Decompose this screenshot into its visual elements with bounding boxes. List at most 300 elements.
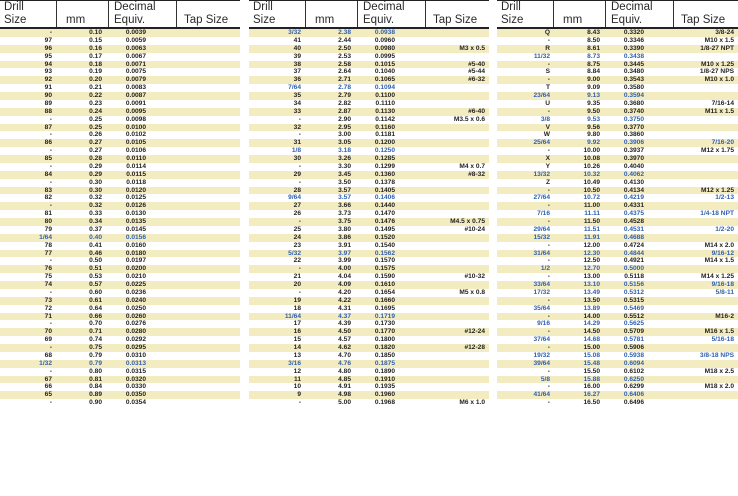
table-row — [249, 234, 489, 242]
header-mm: mm — [66, 14, 86, 26]
table-row — [0, 218, 240, 226]
decimal-cell: 0.0095 — [125, 107, 146, 115]
mm-cell: 3.00 — [338, 131, 351, 139]
drill-size-cell: 76 — [44, 265, 52, 273]
decimal-cell: 0.5000 — [623, 265, 644, 273]
decimal-cell: 0.5625 — [623, 320, 644, 328]
decimal-cell: 0.0071 — [125, 60, 146, 68]
decimal-cell: 0.0126 — [125, 202, 146, 210]
drill-size-cell: - — [298, 288, 301, 296]
column-divider — [108, 0, 109, 28]
mm-cell: 4.22 — [338, 296, 351, 304]
drill-size-cell: 65 — [44, 391, 52, 399]
decimal-cell: 0.0197 — [125, 257, 146, 265]
drill-size-cell: 37 — [293, 68, 301, 76]
mm-cell: 3.66 — [338, 202, 351, 210]
mm-cell: 4.62 — [338, 344, 351, 351]
decimal-cell: 0.0200 — [125, 265, 146, 273]
table-row — [0, 53, 240, 61]
drill-size-cell: 7/64 — [288, 84, 301, 92]
table-row — [497, 100, 738, 108]
mm-cell: 0.32 — [89, 202, 102, 210]
drill-size-cell: 86 — [44, 139, 52, 147]
table-row — [249, 289, 489, 297]
table-row — [497, 210, 738, 218]
mm-cell: 0.27 — [89, 139, 102, 147]
header-mm: mm — [563, 14, 583, 26]
table-row — [249, 37, 489, 45]
table-row — [0, 202, 240, 210]
drill-size-cell: - — [547, 218, 550, 225]
mm-cell: 0.46 — [89, 249, 102, 257]
mm-cell: 13.10 — [583, 281, 600, 288]
mm-cell: 14.00 — [583, 312, 600, 320]
mm-cell: 0.61 — [89, 296, 102, 304]
table-row — [249, 320, 489, 328]
table-row — [497, 187, 738, 195]
drill-size-cell: 17/32 — [533, 288, 550, 296]
drill-size-cell: 73 — [44, 296, 52, 304]
mm-cell: 3.45 — [338, 170, 351, 178]
table-row — [249, 68, 489, 76]
tap-size-cell: 1/4-18 NPT — [700, 210, 734, 218]
table-row — [497, 37, 738, 45]
table-row — [249, 53, 489, 61]
table-row — [0, 376, 240, 384]
mm-cell: 4.37 — [338, 312, 351, 320]
decimal-cell: 0.1250 — [374, 147, 395, 155]
column-divider — [176, 0, 177, 28]
mm-cell: 4.98 — [338, 391, 351, 399]
table-row — [497, 242, 738, 250]
table-row — [249, 155, 489, 163]
decimal-cell: 0.0276 — [125, 320, 146, 328]
mm-cell: 11.00 — [583, 202, 600, 210]
table-row — [497, 139, 738, 147]
table-row — [249, 45, 489, 53]
drill-size-cell: - — [298, 178, 301, 186]
mm-cell: 13.00 — [583, 273, 600, 281]
table-row — [249, 336, 489, 344]
table-header — [249, 0, 489, 28]
decimal-cell: 0.3906 — [623, 139, 644, 147]
mm-cell: 10.50 — [583, 186, 600, 194]
header-top-rule — [0, 0, 240, 1]
tap-size-cell: #5-40 — [468, 60, 485, 68]
decimal-cell: 0.1142 — [375, 115, 395, 123]
decimal-cell: 0.1660 — [374, 296, 395, 304]
drill-size-cell: 89 — [44, 99, 52, 107]
drill-size-cell: - — [547, 147, 550, 155]
table-row — [249, 76, 489, 84]
tap-size-cell: M16 x 1.5 — [704, 328, 734, 336]
drill-size-cell: 82 — [44, 194, 52, 202]
table-row — [249, 305, 489, 313]
drill-size-cell: 77 — [44, 249, 52, 257]
tap-size-cell: 3/8-24 — [715, 29, 734, 36]
tap-size-cell: M4.5 x 0.75 — [450, 218, 485, 225]
decimal-cell: 0.0100 — [125, 123, 146, 131]
table-row — [497, 92, 738, 100]
table-row — [497, 328, 738, 336]
drill-size-cell: 14 — [293, 344, 301, 351]
drill-size-cell: Y — [545, 162, 550, 170]
decimal-cell: 0.1770 — [374, 328, 395, 336]
table-row — [249, 265, 489, 273]
mm-cell: 14.29 — [583, 320, 600, 328]
mm-cell: 4.70 — [338, 351, 351, 359]
decimal-cell: 0.4331 — [623, 202, 644, 210]
decimal-cell: 0.3680 — [623, 99, 644, 107]
decimal-cell: 0.1575 — [374, 265, 395, 273]
decimal-cell: 0.6250 — [623, 375, 644, 383]
mm-cell: 0.37 — [89, 225, 102, 233]
decimal-cell: 0.1160 — [375, 123, 395, 131]
decimal-cell: 0.1094 — [374, 84, 395, 92]
table-row — [0, 242, 240, 250]
drill-size-cell: 13/32 — [533, 170, 550, 178]
drill-size-cell: 24 — [293, 233, 301, 241]
drill-size-cell: 31 — [293, 139, 301, 147]
table-row — [249, 360, 489, 368]
decimal-cell: 0.3543 — [623, 76, 644, 84]
decimal-cell: 0.1654 — [374, 288, 395, 296]
table-row — [497, 320, 738, 328]
header-decimal-bottom: Equiv. — [114, 14, 146, 26]
mm-cell: 0.75 — [89, 344, 102, 351]
column-divider — [56, 0, 57, 28]
table-row — [497, 218, 738, 226]
drill-size-cell: 97 — [44, 36, 52, 44]
drill-size-cell: 41 — [293, 36, 301, 44]
header-drill-bottom: Size — [4, 14, 27, 26]
decimal-cell: 0.3445 — [623, 60, 644, 68]
mm-cell: 3.80 — [338, 225, 351, 233]
decimal-cell: 0.3480 — [623, 68, 644, 76]
mm-cell: 12.50 — [583, 257, 600, 265]
chart-panel-2 — [249, 0, 489, 496]
header-tap-size: Tap Size — [681, 14, 726, 26]
drill-size-cell: T — [545, 84, 550, 92]
table-row — [249, 257, 489, 265]
drill-size-cell: 29 — [293, 170, 301, 178]
decimal-cell: 0.1405 — [374, 186, 395, 194]
decimal-cell: 0.1299 — [374, 162, 395, 170]
decimal-cell: 0.0315 — [125, 367, 146, 375]
drill-size-cell: 87 — [44, 123, 52, 131]
tap-size-cell: #5-44 — [468, 68, 485, 76]
drill-size-cell: 81 — [44, 210, 52, 218]
tap-size-cell: 5/16-18 — [711, 336, 734, 344]
mm-cell: 4.04 — [338, 273, 351, 281]
table-row — [497, 45, 738, 53]
tap-size-cell: M10 x 1.25 — [701, 60, 734, 68]
mm-cell: 11.11 — [584, 210, 600, 218]
mm-cell: 0.21 — [89, 84, 102, 92]
mm-cell: 0.51 — [89, 265, 102, 273]
decimal-cell: 0.1520 — [374, 233, 395, 241]
mm-cell: 0.17 — [89, 52, 102, 60]
decimal-cell: 0.3438 — [623, 52, 644, 60]
table-row — [497, 29, 738, 37]
decimal-cell: 0.5709 — [623, 328, 644, 336]
table-row — [497, 265, 738, 273]
tap-size-cell: M14 x 1.25 — [701, 273, 734, 281]
decimal-cell: 0.1695 — [374, 304, 395, 312]
decimal-cell: 0.5315 — [623, 296, 644, 304]
drill-size-cell: - — [547, 312, 550, 320]
decimal-cell: 0.6102 — [623, 367, 644, 375]
drill-size-cell: - — [49, 162, 52, 170]
decimal-cell: 0.0075 — [125, 68, 146, 76]
decimal-cell: 0.5156 — [623, 281, 644, 288]
decimal-cell: 0.0210 — [125, 273, 146, 281]
tap-size-cell: M3 x 0.5 — [459, 44, 485, 52]
table-row — [0, 265, 240, 273]
decimal-cell: 0.1875 — [374, 359, 395, 367]
decimal-cell: 0.0105 — [125, 139, 146, 147]
mm-cell: 0.64 — [89, 304, 102, 312]
table-row — [249, 84, 489, 92]
drill-size-cell: - — [298, 218, 301, 225]
decimal-cell: 0.0240 — [125, 296, 146, 304]
drill-size-cell: U — [545, 99, 550, 107]
mm-cell: 2.64 — [338, 68, 351, 76]
decimal-cell: 0.3740 — [623, 107, 644, 115]
decimal-cell: 0.1850 — [374, 351, 395, 359]
mm-cell: 4.39 — [338, 320, 351, 328]
tap-size-cell: M18 x 2.5 — [704, 367, 734, 375]
mm-cell: 4.31 — [338, 304, 351, 312]
table-row — [497, 391, 738, 399]
column-divider — [673, 0, 674, 28]
mm-cell: 0.29 — [89, 162, 102, 170]
decimal-cell: 0.1562 — [374, 249, 395, 257]
mm-cell: 15.50 — [583, 367, 600, 375]
decimal-cell: 0.1181 — [375, 131, 395, 139]
drill-size-cell: - — [547, 344, 550, 351]
mm-cell: 11.51 — [583, 225, 600, 233]
decimal-cell: 0.0225 — [125, 281, 146, 288]
decimal-cell: 0.1015 — [374, 60, 395, 68]
decimal-cell: 0.0354 — [125, 399, 146, 407]
header-top-rule — [249, 0, 489, 1]
drill-size-cell: 1/2 — [540, 265, 550, 273]
mm-cell: 0.15 — [89, 36, 102, 44]
drill-size-cell: - — [547, 367, 550, 375]
mm-cell: 0.30 — [89, 186, 102, 194]
tap-size-cell: M3.5 x 0.6 — [453, 115, 485, 123]
table-row — [249, 352, 489, 360]
decimal-cell: 0.3770 — [623, 123, 644, 131]
tap-size-cell: #10-24 — [464, 225, 485, 233]
table-row — [249, 92, 489, 100]
mm-cell: 0.25 — [89, 115, 102, 123]
mm-cell: 15.00 — [583, 344, 600, 351]
mm-cell: 10.72 — [583, 194, 600, 202]
decimal-cell: 0.0135 — [125, 218, 146, 225]
table-row — [0, 194, 240, 202]
drill-size-cell: 9/64 — [288, 194, 301, 202]
drill-size-cell: 22 — [293, 257, 301, 265]
decimal-cell: 0.4531 — [623, 225, 644, 233]
decimal-cell: 0.0120 — [125, 186, 146, 194]
header-tap-size: Tap Size — [433, 14, 478, 26]
decimal-cell: 0.4134 — [623, 186, 644, 194]
table-row — [497, 399, 738, 407]
drill-size-cell: - — [547, 257, 550, 265]
decimal-cell: 0.4040 — [623, 162, 644, 170]
table-row — [0, 45, 240, 53]
drill-size-cell: - — [547, 186, 550, 194]
table-row — [0, 313, 240, 321]
table-row — [249, 313, 489, 321]
drill-size-cell: 28 — [293, 186, 301, 194]
decimal-cell: 0.0310 — [125, 351, 146, 359]
table-row — [497, 202, 738, 210]
mm-cell: 9.00 — [587, 76, 600, 84]
table-row — [497, 108, 738, 116]
table-row — [0, 84, 240, 92]
tap-size-cell: #10-32 — [464, 273, 485, 281]
decimal-cell: 0.3580 — [623, 84, 644, 92]
decimal-cell: 0.1200 — [374, 139, 395, 147]
drill-size-cell: 29/64 — [533, 225, 550, 233]
drill-size-cell: 7/16 — [537, 210, 550, 218]
tap-size-cell: M14 x 1.5 — [704, 257, 734, 265]
tap-size-cell: 3/8-18 NPS — [699, 351, 734, 359]
table-row — [249, 368, 489, 376]
table-row — [249, 391, 489, 399]
decimal-cell: 0.5906 — [623, 344, 644, 351]
mm-cell: 0.79 — [89, 359, 102, 367]
table-body — [249, 29, 489, 407]
drill-size-cell: 19 — [293, 296, 301, 304]
drill-size-cell: - — [547, 328, 550, 336]
drill-size-cell: 67 — [44, 375, 52, 383]
mm-cell: 9.80 — [587, 131, 600, 139]
mm-cell: 9.13 — [587, 92, 600, 99]
decimal-cell: 0.5312 — [623, 288, 644, 296]
decimal-cell: 0.1890 — [374, 367, 395, 375]
decimal-cell: 0.4844 — [623, 249, 644, 257]
drill-size-cell: Z — [545, 178, 550, 186]
header-decimal-bottom: Equiv. — [611, 14, 643, 26]
drill-size-cell: 11 — [294, 375, 301, 383]
decimal-cell: 0.0350 — [125, 391, 146, 399]
table-row — [0, 383, 240, 391]
tap-size-cell: 1/2-20 — [715, 225, 734, 233]
column-divider — [553, 0, 554, 28]
drill-size-cell: S — [545, 68, 550, 76]
drill-size-cell: 21 — [293, 273, 301, 281]
drill-size-cell: 33/64 — [533, 281, 550, 288]
table-row — [0, 171, 240, 179]
table-row — [0, 257, 240, 265]
mm-cell: 3.05 — [338, 139, 351, 147]
mm-cell: 9.35 — [587, 99, 600, 107]
table-row — [249, 147, 489, 155]
drill-size-cell: - — [49, 131, 52, 139]
decimal-cell: 0.5512 — [623, 312, 644, 320]
table-row — [497, 234, 738, 242]
table-row — [497, 383, 738, 391]
tap-size-cell: 7/16-14 — [711, 99, 734, 107]
drill-size-cell: 15 — [293, 336, 301, 344]
mm-cell: 15.08 — [583, 351, 600, 359]
table-row — [249, 383, 489, 391]
mm-cell: 0.71 — [89, 328, 102, 336]
drill-size-cell: - — [298, 131, 301, 139]
decimal-cell: 0.0110 — [126, 155, 146, 162]
table-row — [249, 281, 489, 289]
table-row — [0, 289, 240, 297]
table-row — [497, 147, 738, 155]
drill-size-cell: 5/32 — [288, 249, 301, 257]
table-row — [249, 131, 489, 139]
mm-cell: 10.26 — [583, 162, 600, 170]
tap-size-cell: #6-32 — [468, 76, 485, 84]
table-row — [0, 344, 240, 352]
mm-cell: 2.38 — [338, 29, 351, 36]
table-row — [249, 344, 489, 352]
decimal-cell: 0.3937 — [623, 147, 644, 155]
mm-cell: 0.60 — [89, 288, 102, 296]
decimal-cell: 0.6496 — [623, 399, 644, 407]
mm-cell: 12.00 — [583, 241, 600, 249]
decimal-cell: 0.1495 — [374, 225, 395, 233]
decimal-cell: 0.3390 — [623, 44, 644, 52]
mm-cell: 12.70 — [583, 265, 600, 273]
table-row — [249, 273, 489, 281]
decimal-cell: 0.1065 — [374, 76, 395, 84]
table-row — [0, 210, 240, 218]
decimal-cell: 0.1820 — [374, 344, 395, 351]
drill-size-cell: 75 — [44, 273, 52, 281]
mm-cell: 3.86 — [338, 233, 351, 241]
decimal-cell: 0.0980 — [374, 44, 395, 52]
table-row — [497, 76, 738, 84]
decimal-cell: 0.0145 — [125, 225, 146, 233]
drill-size-cell: - — [298, 162, 301, 170]
drill-size-cell: - — [547, 76, 550, 84]
drill-size-cell: 18 — [293, 304, 301, 312]
mm-cell: 13.89 — [583, 304, 600, 312]
drill-size-cell: 3/16 — [288, 359, 301, 367]
table-row — [0, 29, 240, 37]
mm-cell: 0.23 — [89, 99, 102, 107]
decimal-cell: 0.1610 — [374, 281, 395, 288]
column-divider — [425, 0, 426, 28]
table-header — [0, 0, 240, 28]
table-row — [249, 218, 489, 226]
mm-cell: 2.95 — [338, 123, 351, 131]
drill-size-cell: - — [547, 202, 550, 210]
drill-size-cell: 16 — [293, 328, 301, 336]
tap-size-cell: 9/16-12 — [711, 249, 734, 257]
decimal-cell: 0.0295 — [125, 344, 146, 351]
decimal-cell: 0.1719 — [374, 312, 395, 320]
table-row — [0, 179, 240, 187]
drill-size-cell: 38 — [293, 60, 301, 68]
table-row — [249, 242, 489, 250]
tap-size-cell: M12 x 1.75 — [701, 147, 734, 155]
drill-size-cell: 23 — [293, 241, 301, 249]
decimal-cell: 0.6406 — [623, 391, 644, 399]
tap-size-cell: M16-2 — [715, 312, 734, 320]
table-row — [0, 100, 240, 108]
decimal-cell: 0.1406 — [374, 194, 395, 202]
